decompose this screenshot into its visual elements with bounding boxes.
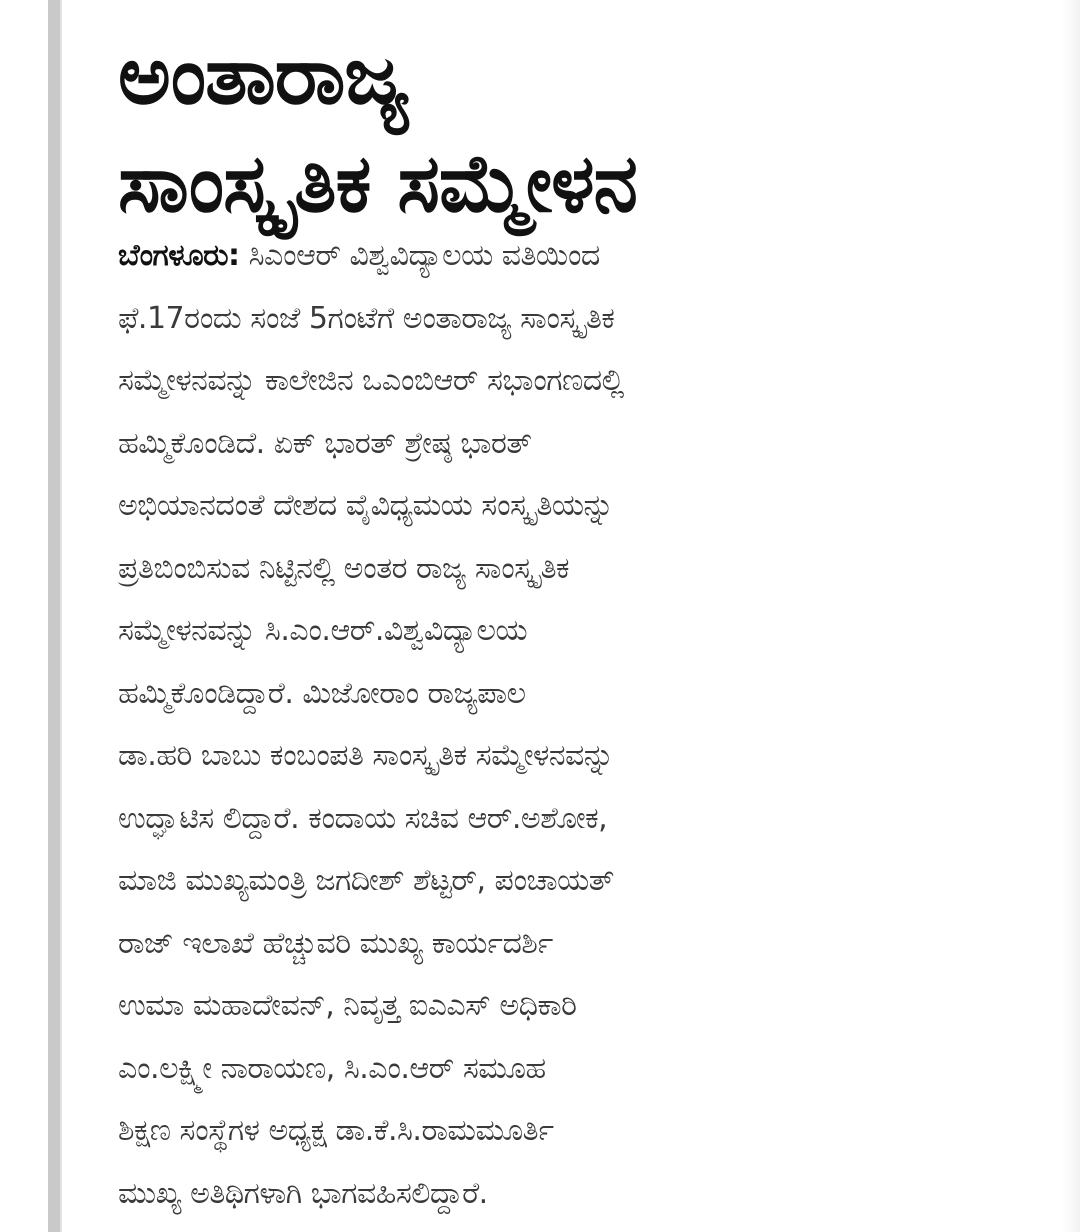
column-rule [48, 0, 60, 1232]
dateline: ಬೆಂಗಳೂರು: [118, 238, 240, 273]
article-line: ಎಂ.ಲಕ್ಷ್ಮೀ ನಾರಾಯಣ, ಸಿ.ಎಂ.ಆರ್ ಸಮೂಹ [118, 1050, 546, 1086]
page-edge-shadow [1062, 0, 1080, 1232]
article-line: ಉಮಾ ಮಹಾದೇವನ್, ನಿವೃತ್ತ ಐಎಎಸ್ ಅಧಿಕಾರಿ [118, 988, 577, 1023]
article-line: ಸಮ್ಮೇಳನವನ್ನು ಸಿ.ಎಂ.ಆರ್.ವಿಶ್ವವಿದ್ಯಾಲಯ [118, 613, 528, 648]
article-line: ಅಭಿಯಾನದಂತೆ ದೇಶದ ವೈವಿಧ್ಯಮಯ ಸಂಸ್ಕೃತಿಯನ್ನು [118, 488, 614, 523]
article-line: ಮಾಜಿ ಮುಖ್ಯಮಂತ್ರಿ ಜಗದೀಶ್ ಶೆಟ್ಟರ್, ಪಂಚಾಯತ್ [118, 863, 614, 898]
article-line: ಪ್ರತಿಬಿಂಬಿಸುವ ನಿಟ್ಟಿನಲ್ಲಿ ಅಂತರ ರಾಜ್ಯ ಸಾಂಸ್ಕೃತಿಕ [118, 550, 570, 586]
column-rule-edge [60, 0, 62, 1232]
article-line: ಹಮ್ಮಿಕೊಂಡಿದೆ. ಏಕ್ ಭಾರತ್ ಶ್ರೇಷ್ಠ ಭಾರತ್ [118, 425, 532, 461]
article-line: ಸಮ್ಮೇಳನವನ್ನು ಕಾಲೇಜಿನ ಒಎಂಬಿಆರ್ ಸಭಾಂಗಣದಲ್ಲಿ [118, 363, 624, 398]
headline-line-2: ಸಾಂಸ್ಕೃತಿಕ ಸಮ್ಮೇಳನ [118, 137, 638, 230]
article-line: ರಾಜ್ ಇಲಾಖೆ ಹೆಚ್ಚುವರಿ ಮುಖ್ಯ ಕಾರ್ಯದರ್ಶಿ [118, 925, 553, 961]
article-line: ಶಿಕ್ಷಣ ಸಂಸ್ಥೆಗಳ ಅಧ್ಯಕ್ಷ ಡಾ.ಕೆ.ಸಿ.ರಾಮಮೂರ್ತಿ [118, 1113, 554, 1148]
headline [118, 22, 1018, 238]
article-line: ಹಮ್ಮಿಕೊಂಡಿದ್ದಾರೆ. ಮಿಜೋರಾಂ ರಾಜ್ಯಪಾಲ [118, 675, 526, 711]
headline-line-1: ಅಂತಾರಾಜ್ಯ [118, 29, 409, 122]
article-line: ಉದ್ಘಾಟಿಸ ಲಿದ್ದಾರೆ. ಕಂದಾಯ ಸಚಿವ ಆರ್.ಅಶೋಕ, [118, 800, 608, 836]
article-line: ಮುಖ್ಯ ಅತಿಥಿಗಳಾಗಿ ಭಾಗವಹಿಸಲಿದ್ದಾರೆ. [118, 1175, 488, 1211]
article-body [118, 225, 988, 1225]
article-line [118, 225, 988, 288]
article-line: ಡಾ.ಹರಿ ಬಾಬು ಕಂಬಂಪತಿ ಸಾಂಸ್ಕೃತಿಕ ಸಮ್ಮೇಳನವನ್ನು [118, 738, 614, 773]
article-line-text: ಸಿಎಂಆರ್ ವಿಶ್ವವಿದ್ಯಾಲಯ ವತಿಯಿಂದ [239, 238, 600, 273]
article-line: ಫೆ.17ರಂದು ಸಂಜೆ 5ಗಂಟೆಗೆ ಅಂತಾರಾಜ್ಯ ಸಾಂಸ್ಕೃತಿಕ [118, 300, 615, 336]
